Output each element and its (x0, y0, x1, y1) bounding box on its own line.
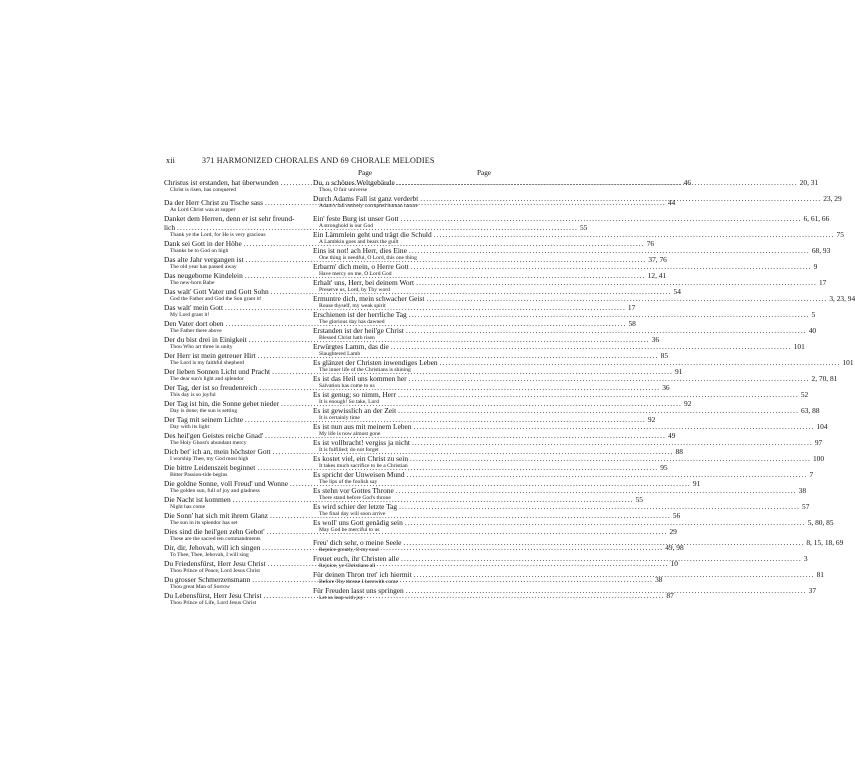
entry-translation: May God be merciful to us (319, 527, 380, 533)
dot-leader (426, 294, 827, 303)
dot-leader (410, 454, 811, 463)
entry-translation: The golden sun, full of joy and gladness (170, 488, 260, 494)
entry-translation: Rouse thyself, my weak spirit (319, 303, 386, 309)
dot-leader (414, 570, 815, 579)
entry-line (313, 538, 844, 547)
entry-translation: The inner life of the Christians is shining (319, 367, 411, 373)
entry-translation: Preserve us, Lord, by Thy word (319, 287, 390, 293)
entry-page-number: 52 (800, 390, 809, 399)
entry-title: Die Nacht ist kommen (164, 495, 231, 504)
entry-page-number: 36 (651, 335, 660, 344)
entry-page-number: 101 (842, 358, 854, 367)
entry-title: Für Freuden lasst uns springen (313, 586, 404, 595)
dot-leader (409, 246, 810, 255)
entry-page-number: 46 (683, 178, 692, 187)
entry-page-number: 63, 88 (801, 406, 820, 415)
entry-title: Der lieben Sonnen Licht und Pracht (164, 367, 271, 376)
entry-page-number: 57 (802, 502, 810, 511)
entry-title: Das neugeborne Kindelein (164, 271, 243, 280)
entry-title: Es stehn vor Gottes Throne (313, 486, 394, 495)
entry-title: Erbarm' dich mein, o Herre Gott (313, 262, 409, 271)
entry-title: Dies sind die heil'gen zehn Gebot' (164, 527, 265, 536)
entry-page-number: 5, 80, 85 (807, 518, 834, 527)
entry-page-number: 5 (811, 310, 816, 319)
entry-line (313, 278, 827, 287)
entry-title: Eins ist not! ach Herr, dies Eine (313, 246, 407, 255)
dot-leader (398, 406, 799, 415)
entry-page-number: 81 (816, 570, 824, 579)
entry-translation: Day is done; the sun is setting (170, 408, 238, 414)
entry-line (313, 390, 809, 399)
entry-translation: Night has come (170, 504, 206, 510)
entry-page-number: 37, 76 (648, 255, 667, 264)
entry-page-number: 55 (635, 495, 643, 504)
entry-title: Es ist das Heil uns kommen her (313, 374, 407, 383)
entry-line (313, 518, 834, 527)
entry-translation: The sun in its splendor has set (170, 520, 238, 526)
entry-page-number: 20, 31 (799, 178, 819, 187)
dot-leader (409, 374, 810, 383)
entry-page-number: 23, 29 (823, 194, 842, 203)
entry-title: Das alte Jahr vergangen ist (164, 255, 244, 264)
entry-page-number: 6, 61, 66 (803, 214, 830, 223)
entry-translation: One thing is needful, O Lord, this one thing (319, 255, 417, 261)
entry-translation: I worship Thee, my God most high (170, 456, 249, 462)
entry-line (313, 310, 816, 319)
entry-translation: A stronghold is our God (319, 223, 374, 229)
entry-page-number: 40 (808, 326, 817, 335)
entry-translation: Before Thy throne I herewith come (319, 579, 398, 585)
entry-title: Es ist genug; so nimm, Herr (313, 390, 396, 399)
page-folio: xii (166, 156, 176, 165)
entry-page-number: 17 (627, 303, 636, 312)
entry-translation: It takes much sacrifice to be a Christian (319, 463, 408, 469)
entry-translation: The Lord is my faithful shepherd (170, 360, 245, 366)
entry-translation: A Lambkin goes and bears the guilt (319, 239, 399, 245)
entry-title: Durch Adams Fall ist ganz verderbt (313, 194, 419, 203)
running-title: 371 HARMONIZED CHORALES AND 69 CHORALE MELODIES (202, 156, 435, 165)
entry-translation: Thanks be to God on high (170, 248, 229, 254)
dot-leader (397, 178, 798, 187)
entry-page-number: 38 (798, 486, 807, 495)
entry-line (313, 374, 838, 383)
entry-title: Die bittre Leidenszeit beginnet (164, 463, 256, 472)
entry-title: Erstanden ist der heil'ge Christ (313, 326, 404, 335)
entry-translation: There stand before God's throne (319, 495, 391, 501)
entry-title: Christus ist erstanden, hat überwunden (164, 178, 279, 187)
entry-title: Der Tag, der ist so freudenreich (164, 383, 258, 392)
entry-title: Erhalt' uns, Herr, bei deinem Wort (313, 278, 415, 287)
entry-translation: Blessed Christ hath risen (319, 335, 375, 341)
entry-translation: My life is now almost gone (319, 431, 381, 437)
entry-page-number: 49 (668, 431, 676, 440)
entry-title: Die goldne Sonne, voll Freud' und Wonne (164, 479, 288, 488)
entry-page-number: 54 (673, 287, 681, 296)
dot-leader (403, 538, 804, 547)
entry-title: Du grosser Schmerzensmann (164, 575, 251, 584)
entry-translation: Have mercy on me, O Lord God (319, 271, 392, 277)
entry-line (313, 294, 855, 303)
entry-line (313, 214, 830, 223)
entry-page-number: 95 (660, 463, 668, 472)
dot-leader (416, 278, 817, 287)
entry-line (313, 246, 831, 255)
entry-page-number: 38 (655, 575, 663, 584)
entry-translation: Bitter Passion-tide begins (170, 472, 228, 478)
entry-page-number: 29 (669, 527, 677, 536)
entry-page-number: 17 (818, 278, 827, 287)
entry-title: Es ist gewisslich an der Zeit (313, 406, 397, 415)
entry-line (313, 438, 823, 447)
entry-page-number: 76 (646, 239, 655, 248)
entry-translation: Let us leap with joy (319, 595, 364, 601)
entry-line (313, 470, 814, 479)
dot-leader (409, 310, 810, 319)
entry-line (313, 262, 818, 271)
page-column-label: Page (477, 169, 491, 177)
entry-translation: The new-born Babe (170, 280, 215, 286)
entry-page-number: 55 (579, 223, 588, 232)
entry-translation: Adam's fall entirely corrupted human nature (319, 203, 419, 209)
entry-title: Der du bist drei in Einigkeit (164, 335, 247, 344)
dot-leader (401, 554, 802, 563)
entry-translation: It is enough! So take, Lord (319, 399, 379, 405)
entry-title: Es spricht der Unweisen Mund (313, 470, 405, 479)
entry-line (313, 554, 808, 563)
entry-page-number: 9 (813, 262, 818, 271)
entry-translation: Rejoice greatly, O my soul (319, 547, 379, 553)
entry-title: Erschienen ist der herrliche Tag (313, 310, 407, 319)
entry-title: Es ist vollbracht! vergiss ja nicht (313, 438, 410, 447)
entry-page-number: 68, 93 (811, 246, 831, 255)
entry-translation: The glorious day has dawned (319, 319, 385, 325)
entry-translation: These are the sacred ten commandments (170, 536, 261, 542)
entry-title: Freuet euch, ihr Christen alle (313, 554, 399, 563)
entry-translation: Thou Prince of Life, Lord Jesus Christ (170, 600, 257, 606)
entry-page-number: 2, 70, 81 (811, 374, 838, 383)
dot-leader (434, 230, 835, 239)
entry-translation: Salvation has come to us (319, 383, 375, 389)
entry-page-number: 100 (812, 454, 825, 463)
entry-title: Es wird schier der letzte Tag (313, 502, 398, 511)
entry-page-number: 56 (672, 511, 681, 520)
entry-page-number: 101 (793, 342, 805, 351)
entry-line (313, 230, 844, 239)
entry-page-number: 8, 15, 18, 69 (806, 538, 844, 547)
entry-title: Du Lebensfürst, Herr Jesu Christ (164, 591, 262, 600)
entry-translation: The Holy Ghost's abundant mercy (170, 440, 247, 446)
dot-leader (401, 214, 802, 223)
entry-title: Die Sonn' hat sich mit ihrem Glanz (164, 511, 268, 520)
entry-translation: The Father there above (170, 328, 222, 334)
entry-line (313, 570, 824, 579)
entry-title: Du, o schönes Weltgebäude (313, 178, 395, 187)
entry-title: Des heil'gen Geistes reiche Gnad' (164, 431, 264, 440)
entry-page-number: 85 (660, 351, 669, 360)
entry-page-number: 97 (814, 438, 823, 447)
entry-translation: Christ is risen, has conquered (170, 187, 237, 193)
entry-translation: It is fulfilled; do not forget (319, 447, 379, 453)
entry-page-number: 10 (670, 559, 678, 568)
entry-page-number: 7 (809, 470, 814, 479)
entry-page-number: 91 (692, 479, 701, 488)
entry-translation: The old year has passed away (170, 264, 237, 270)
entry-translation: The lips of the foolish say (319, 479, 378, 485)
entry-line (313, 358, 854, 367)
entry-page-number: 58 (628, 319, 636, 328)
entry-title-line1: Danket dem Herren, denn er ist sehr freund- (164, 214, 295, 223)
dot-leader (399, 502, 800, 511)
dot-leader (414, 422, 815, 431)
entry-page-number: 36 (662, 383, 670, 392)
entry-title: Da der Herr Christ zu Tische sass (164, 198, 263, 207)
entry-line (313, 406, 820, 415)
entry-translation: The final day will soon arrive (319, 511, 386, 517)
entry-page-number: 44 (667, 198, 676, 207)
entry-page-number: 3 (803, 554, 808, 563)
entry-line (313, 342, 805, 351)
entry-translation: God the Father and God the Son grant it! (170, 296, 262, 302)
entry-title: Es ist nun aus mit meinem Leben (313, 422, 412, 431)
entry-page-number: 92 (684, 399, 692, 408)
entry-translation: My Lord grant it! (170, 312, 210, 318)
entry-page-number: 37 (808, 586, 817, 595)
entry-title: Das walt' Gott Vater und Gott Sohn (164, 287, 269, 296)
dot-leader (406, 326, 807, 335)
entry-translation: Day with its light (170, 424, 210, 430)
entry-translation: This day is so joyful (170, 392, 216, 398)
entry-translation: Thou Prince of Peace, Lord Jesus Christ (170, 568, 260, 574)
entry-title: Dir, dir, Jehovah, will ich singen (164, 543, 261, 552)
entry-line (313, 422, 828, 431)
entry-page-number: 104 (816, 422, 828, 431)
entry-page-number: 3, 23, 94 (829, 294, 855, 303)
entry-title: Das walt' mein Gott (164, 303, 224, 312)
entry-page-number: 75 (836, 230, 844, 239)
entry-page-number: 92 (647, 415, 656, 424)
entry-page-number: 12, 41 (647, 271, 667, 280)
entry-title: Dich bet' ich an, mein höchster Gott (164, 447, 271, 456)
entry-title: Freu' dich sehr, o meine Seele (313, 538, 402, 547)
entry-page-number: 49, 98 (665, 543, 684, 552)
dot-leader (411, 262, 812, 271)
dot-leader (398, 390, 799, 399)
entry-title: Ermuntre dich, mein schwacher Geist (313, 294, 425, 303)
entry-translation: Rejoice, ye Christians all (319, 563, 376, 569)
dot-leader (396, 486, 797, 495)
dot-leader (407, 470, 808, 479)
dot-leader (440, 358, 841, 367)
entry-title: Dank sei Gott in der Höhe (164, 239, 242, 248)
dot-leader (391, 342, 792, 351)
entry-translation: Thou Who art three in unity (170, 344, 233, 350)
entry-title: Den Vater dort oben (164, 319, 224, 328)
entry-title: Der Tag ist hin, die Sonne gehet nieder (164, 399, 280, 408)
entry-title: Der Herr ist mein getreuer Hirt (164, 351, 256, 360)
entry-translation: Thou great Man of Sorrow (170, 584, 230, 590)
entry-translation: The dear sun's light and splendor (170, 376, 244, 382)
entry-title: Es glänzet der Christen inwendiges Leben (313, 358, 438, 367)
entry-title: Ein Lämmlein geht und trägt die Schuld (313, 230, 432, 239)
entry-translation: Thank ye the Lord, for He is very gracious (170, 232, 266, 238)
entry-line (313, 486, 807, 495)
entry-translation: Slaughtered Lamb (319, 351, 361, 357)
page-column-label: Page (358, 169, 372, 177)
entry-title: Erwürgtes Lamm, das die (313, 342, 389, 351)
entry-title: Ein' feste Burg ist unser Gott (313, 214, 399, 223)
entry-title: Du Friedensfürst, Herr Jesu Christ (164, 559, 266, 568)
entry-page-number: 88 (675, 447, 683, 456)
entry-line (313, 326, 817, 335)
dot-leader (412, 438, 813, 447)
entry-line (313, 454, 825, 463)
entry-page-number: 91 (675, 367, 683, 376)
entry-translation: As Lord Christ was at supper (170, 207, 236, 213)
entry-title: Es woll' uns Gott genädig sein (313, 518, 403, 527)
dot-leader (420, 194, 821, 203)
entry-title: Für deinen Thron tret' ich hiermit (313, 570, 412, 579)
entry-translation: To Thee, Thee, Jehovah, I will sing (170, 552, 249, 558)
entry-title: Der Tag mit seinem Lichte (164, 415, 243, 424)
entry-translation: It is certainly time (319, 415, 360, 421)
entry-line (313, 586, 817, 595)
dot-leader (406, 586, 807, 595)
entry-page-number: 87 (666, 591, 674, 600)
entry-title: lich (164, 223, 176, 232)
dot-leader (405, 518, 806, 527)
entry-translation: Thou, O fair universe (319, 187, 368, 193)
entry-title: Es kostet viel, ein Christ zu sein (313, 454, 409, 463)
entry-line (313, 502, 810, 511)
